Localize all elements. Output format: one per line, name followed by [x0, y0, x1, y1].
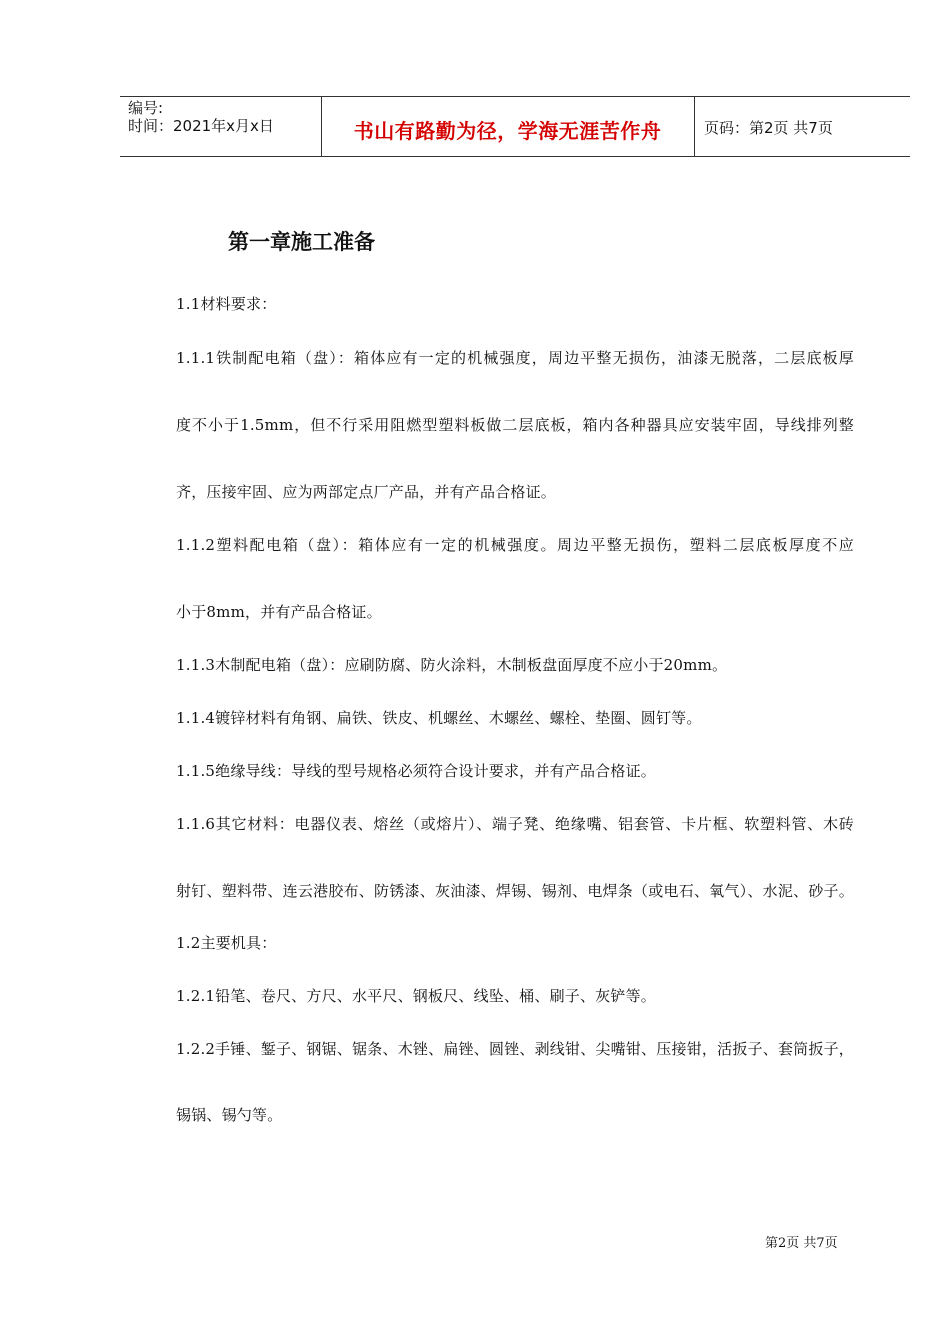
motto-text: 书山有路勤为径，学海无涯苦作舟 [353, 119, 662, 143]
paragraph-line: 射钉、塑料带、连云港胶布、防锈漆、灰油漆、焊锡、锡剂、电焊条（或电石、氧气）、水泥、砂子。 [176, 882, 854, 900]
section-heading: 1.2主要机具： [176, 934, 277, 952]
header-table [120, 96, 910, 157]
paragraph-line: 锡锅、锡勺等。 [176, 1106, 283, 1124]
header-info-cell [120, 97, 322, 156]
paragraph-line: 1.2.1铅笔、卷尺、方尺、水平尺、钢板尺、线坠、桶、刷子、灰铲等。 [176, 987, 656, 1005]
paragraph-line: 1.1.5绝缘导线：导线的型号规格必须符合设计要求，并有产品合格证。 [176, 762, 656, 780]
paragraph-line: 1.1.1铁制配电箱（盘）：箱体应有一定的机械强度，周边平整无损伤，油漆无脱落，二层底板厚 [176, 349, 854, 367]
header-page-cell [695, 97, 910, 156]
paragraph-line: 小于8mm，并有产品合格证。 [176, 603, 382, 621]
paragraph-line: 1.1.6其它材料：电器仪表、熔丝（或熔片）、端子凳、绝缘嘴、铝套管、卡片框、软塑料管、木砖 [176, 815, 854, 833]
paragraph-line: 1.2.2手锤、錾子、钢锯、锯条、木锉、扁锉、圆锉、剥线钳、尖嘴钳、压接钳，活扳子、套筒扳子， [176, 1040, 854, 1058]
paragraph-line: 1.1.2塑料配电箱（盘）：箱体应有一定的机械强度。周边平整无损伤，塑料二层底板厚度不应 [176, 536, 854, 554]
paragraph-line: 1.1.4镀锌材料有角钢、扁铁、铁皮、机螺丝、木螺丝、螺栓、垫圈、圆钉等。 [176, 709, 702, 727]
document-time-label: 时间：2021年x月x日 [128, 117, 274, 135]
chapter-title: 第一章施工准备 [228, 230, 375, 254]
paragraph-line: 度不小于1.5mm，但不行采用阻燃型塑料板做二层底板，箱内各种器具应安装牢固，导线排列整 [176, 416, 854, 434]
header-motto-cell [321, 97, 695, 156]
paragraph-line: 1.1.3木制配电箱（盘）：应刷防腐、防火涂料，木制板盘面厚度不应小于20mm。 [176, 656, 728, 674]
document-number-label: 编号: [128, 99, 164, 117]
section-heading: 1.1材料要求： [176, 295, 277, 313]
footer-page-number: 第2页 共7页 [765, 1236, 838, 1251]
paragraph-line: 齐，压接牢固、应为两部定点厂产品，并有产品合格证。 [176, 483, 557, 501]
header-page-number: 页码：第2页 共7页 [704, 119, 833, 137]
